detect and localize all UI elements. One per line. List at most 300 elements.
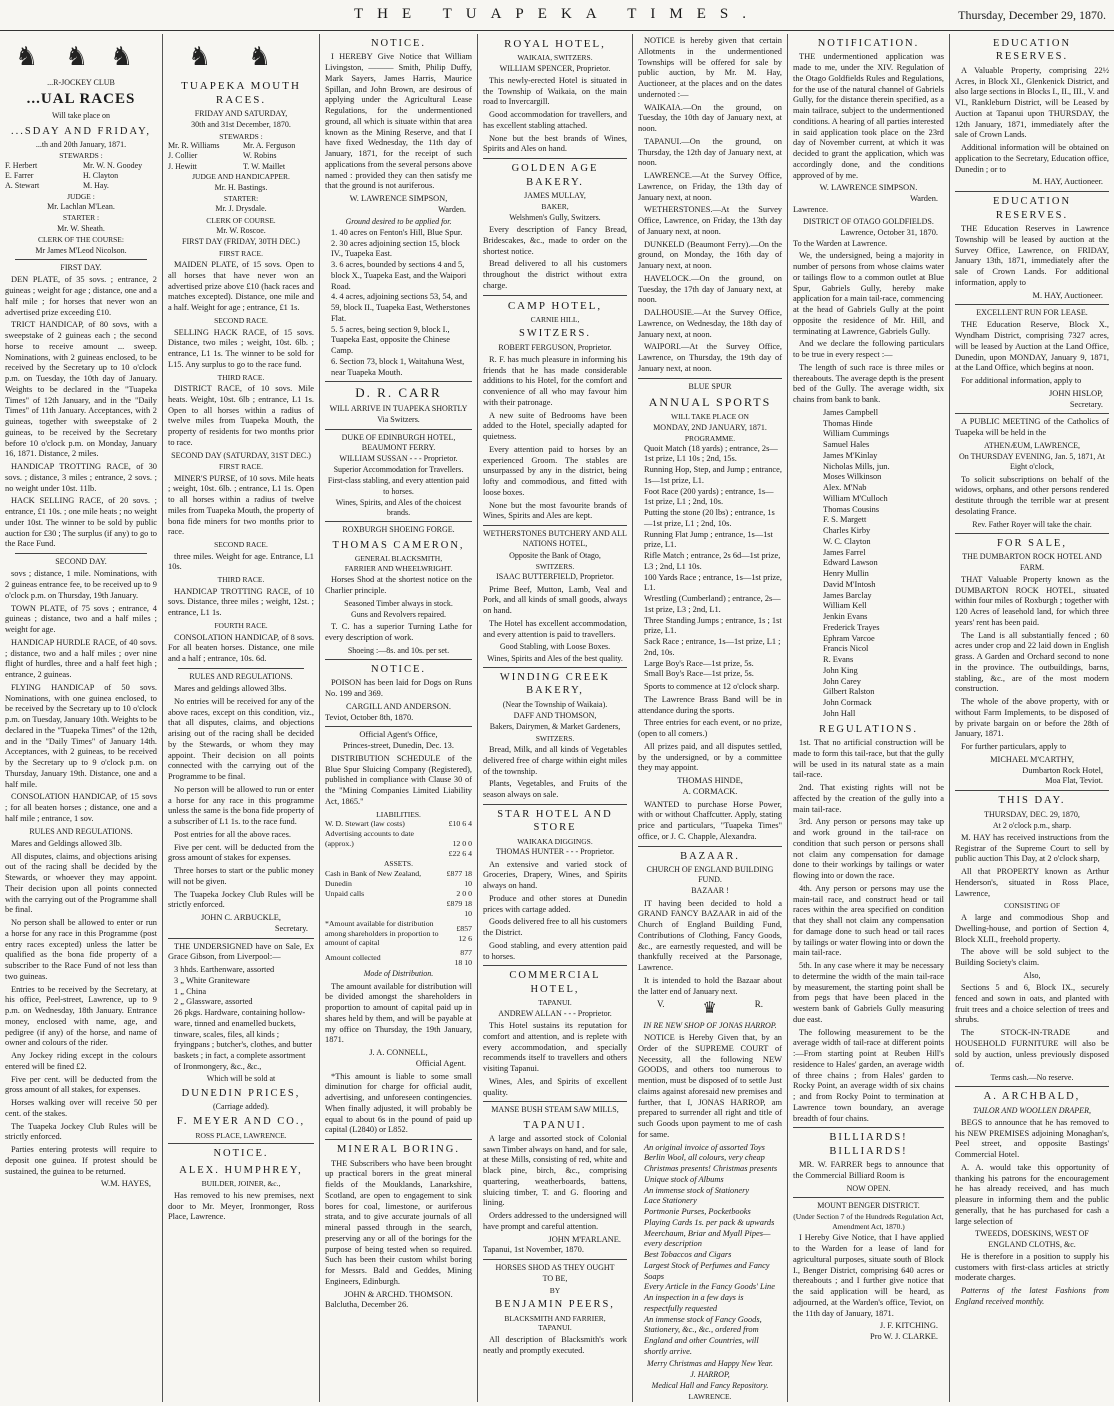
ad-text: THE Subscribers who have been brought up practical borers in the great mineral fields of the Mouklands, Lanarkshire, Scotland, are open to engagement to sink bores for coal, limestone, or auriferous strata, and to give accurate journals of all mineral passed through in the search, preserving any or all of the borings for the purpose of being tested when so required. Such has been their custom whilst boring for Messrs. Bald and Geddes, Mining Engineers, Edinburgh. [325, 1158, 472, 1286]
ad-text: Every description of Fancy Bread, Bridescakes, &c., made to order on the shortest notice. [483, 225, 627, 256]
merchant-trade: BUILDER, JOINER, &c., [201, 1179, 281, 1189]
day-heading: SECOND DAY. [55, 557, 107, 567]
ad-text: WILL TAKE PLACE ON [671, 412, 749, 422]
proprietor: ROBERT FERGUSON, Proprietor. [498, 342, 612, 352]
ad-place: TAPANUI. [538, 1323, 572, 1333]
notice-subheading: (Under Section 7 of the Hundreds Regulation Act, Amendment Act, 1870.) [793, 1212, 944, 1231]
list-item: John Cormack [823, 698, 872, 708]
rule-text: No person will be allowed to run or enter a horse for any race in this programme unless the same is the bona fide property of a subscriber of L1 1s. to the race fund. [168, 784, 314, 827]
ad-text: The STOCK-IN-TRADE and HOUSEHOLD FURNITURE will also be sold by auction, unless previously disposed of. [955, 1028, 1109, 1070]
sale-items [168, 965, 314, 1073]
notice-heading: MOUNT BENGER DISTRICT. [817, 1200, 920, 1210]
signature: MICHAEL M'CARTHY, [990, 754, 1074, 764]
ad-text: To solicit subscriptions on behalf of the widows, orphans, and other persons rendered destitute through the terrible war at present desolating France. [955, 474, 1109, 516]
signature: THOMAS HINDE, [677, 776, 743, 786]
notice-text: Has removed to his new premises, next door to Mr. Meyer, Ironmonger, Ross Place, Lawrence. [168, 1190, 314, 1222]
merchant-trade: BLACKSMITH AND FARRIER, [504, 1313, 606, 1323]
sale-entry: DUNKELD (Beaumont Ferry).—On the ground, on Monday, the 16th day of January next, at noon. [638, 239, 782, 270]
merchant-trade: FARRIER AND WHEELWRIGHT. [344, 563, 453, 573]
ad-text: All description of Blacksmith's work neatly and promptly executed. [483, 1334, 627, 1355]
steward: Mr. W. N. Goodey [83, 160, 143, 170]
merchant-name: JAMES MULLAY, [524, 191, 586, 201]
race-entry: MAIDEN PLATE, of 15 sovs. Open to all horses that have never won an advertised prize above £10 (hack races and matches excepted). Distance, one mile and a half. Weight for age ; entrance, £1 1s. [168, 260, 314, 313]
ad-text: Via Switzers. [377, 415, 420, 425]
ad-text: He is therefore in a position to supply his customers with first-class articles at strictly moderate charges. [955, 1251, 1109, 1283]
table-cell [325, 899, 439, 919]
sale-entry: LAWRENCE.—At the Survey Office, Lawrence, on Friday, the 13th day of January next, at noon. [638, 171, 782, 202]
column-4 [478, 34, 633, 1402]
list-item: 3. 6 acres, bounded by sections 4 and 5, block X., Tuapeka East, and the Waipori Road. [331, 260, 467, 291]
race-logo [5, 36, 157, 76]
notice-text: The length of such race is three miles or thereabouts. The average depth is the present bed of the Gully. The average width, six chains from bank to bank. [793, 362, 944, 405]
signature: W.M. HAYES, [100, 1179, 151, 1189]
list-item: Playing Cards 1s. per pack & upwards [644, 1217, 775, 1227]
steward: Mr. R. Williams [168, 141, 220, 151]
event-date: On THURSDAY EVENING, Jan. 5, 1871, At Eight o'clock, [959, 452, 1105, 472]
race-entry: MINER'S PURSE, of 10 sovs. Mile heats ; weight, 10st. 6lb. ; entrance, L1 1s. Open to all horses within a radius of twelve miles from Tuapeka Mouth, the property of bona fide miners for two months prior to race. [168, 473, 314, 537]
list-item: F. S. Margett [823, 515, 867, 525]
list-item: Putting the stone (20 lbs) ; entrance, 1s —1st prize, L1 ; 2nd, 10s. [644, 508, 775, 528]
ad-text: Guns and Revolvers repaired. [350, 609, 447, 619]
list-item: 100 Yards Race ; entrance, 1s—1st prize, L1. [644, 572, 782, 593]
list-item: Portmonie Purses, Pocketbooks [644, 1207, 751, 1217]
list-item: Sack Race ; entrance, 1s—1st prize, L1 ; 2nd, 10s. [644, 637, 781, 657]
list-item: William Kell [823, 601, 867, 611]
ad-text: BY [549, 1285, 561, 1295]
sale-entry: WAIKAIA.—On the ground, on Tuesday, the 10th day of January next, at noon. [638, 102, 782, 133]
ad-text: Wines, Spirits and Ales of the best quality. [487, 653, 623, 663]
rule-text: The Tuapeka Jockey Club Rules will be strictly enforced. [168, 889, 314, 910]
ad-text: Shoeing :—8s. and 10s. per set. [347, 645, 450, 655]
ad-heading: COMMERCIAL HOTEL, [509, 970, 601, 995]
ad-heading: WINDING CREEK BAKERY, [499, 671, 611, 697]
race-entry: HANDICAP TROTTING RACE, of 30 sovs. ; distance, 3 miles ; entrance, 2 sovs. ; no weight under 10st. 11lb. [5, 462, 157, 493]
signature: JOHN C. ARBUCKLE, [200, 913, 282, 923]
signature-title: Warden. [910, 194, 938, 204]
rules-heading: RULES AND REGULATIONS. [189, 671, 293, 681]
ad-text: Wines, Spirits, and Ales of the choicest brands. [335, 497, 462, 518]
merchant-trade: Bakers, Dairymen, & Market Gardeners, [489, 722, 621, 732]
table-cell: £857 12 6 [456, 923, 472, 943]
proprietor: ISAAC BUTTERFIELD, Proprietor. [496, 572, 614, 582]
list-item: Large Boy's Race—1st prize, 5s. [644, 658, 754, 668]
list-item: Every Article in the Fancy Goods' Line [644, 1282, 775, 1292]
ad-banner: BAZAAR ! [691, 886, 729, 896]
column-5 [633, 34, 788, 1402]
event-time: At 2 o'clock p.m., sharp. [992, 820, 1072, 830]
column-2 [163, 34, 320, 1402]
notice-text: We, the undersigned, being a majority in number of persons from whose claims water or tailings flow to a common outlet at Blue Spur, Gabriels Gully, hereby make application for a main tail-race, commencing at the head of Gabriels Gully at the point opposite the residence of Mr. Hill, and terminating at Lawrence, Gabriels Gully. [793, 251, 944, 336]
regulation-text: 2nd. That existing rights will not be affected by the creation of the gully into a main tail-race. [793, 783, 944, 814]
list-item: James M'Kinlay [823, 450, 878, 460]
list-item: David M'Intosh [823, 579, 876, 589]
merchant-name: A. ARCHBALD, [983, 1091, 1081, 1103]
sale-notice: THE UNDERSIGNED have on Sale, Ex Grace Gibson, from Liverpool:— [168, 941, 314, 962]
table-cell [325, 849, 441, 859]
list-item: An immense stock of Fancy Goods, Stationery, &c., &c., ordered from England and other Countries, will shortly arrive. [644, 1314, 762, 1356]
table-row [325, 869, 472, 889]
steward: Mr. A. Ferguson [243, 141, 296, 151]
list-item: James Campbell [823, 407, 879, 417]
ad-heading: WETHERSTONES BUTCHERY AND ALL NATIONS HOTEL, [483, 529, 627, 549]
ad-text: THAT Valuable Property known as the DUMBARTON ROCK HOTEL, situated within four miles of Roxburgh ; together with 120 Acres of leasehold land, for which three years' rent has been paid. [955, 574, 1109, 627]
race-entry: three miles. Weight for age. Entrance, L1 10s. [168, 551, 314, 572]
ad-place: TAPANUI. [523, 1119, 587, 1131]
event-date: MONDAY, 2ND JANUARY, 1871. [653, 422, 767, 432]
ad-text: Goods delivered free to all his customers the District. [483, 917, 627, 938]
signature-title: Medical Hall and Fancy Repository. [651, 1381, 769, 1391]
rule-text: The Tuapeka Jockey Club Rules will be strictly enforced. [5, 1121, 157, 1142]
horse-icon: ♞ [110, 42, 134, 71]
race-entry: TRICT HANDICAP, of 80 sovs, with a sweepstake of 2 guineas each ; the second horse to receive amount ... sweep. Nominations, with 2 guineas enclosed, to be received by the Secretary up to 10 o'clock p.m. on Tuesday, the 10th day of January. Weights to be declared in the "Tuapeka Times" of 12th January, and in the "Daily Times" of 11th January. Acceptances, with 2 guineas, together with sweepstake of 2 guineas, to be received by the Secretary before 10 o'clock p.m. on Monday, January 16, 1871. Distance, 2 miles. [5, 320, 157, 459]
signature: Pro W. J. CLARKE. [870, 1332, 938, 1342]
table-label: ASSETS. [384, 859, 413, 869]
mode-label: Mode of Distribution. [363, 969, 434, 979]
proprietor: WILLIAM SUSSAN - - - Proprietor. [339, 453, 458, 463]
signature-place: Moa Flat, Teviot. [1045, 776, 1103, 786]
ad-text: Three entries for each event, or no prize, (open to all comers.) [638, 718, 782, 739]
rule-text: Parties entering protests will require to deposit one guinea. If protest should be sustained, the guinea to be returned. [5, 1145, 157, 1176]
ad-heading: DUKE OF EDINBURGH HOTEL, BEAUMONT FERRY. [341, 432, 456, 452]
rule-text: All disputes, claims, and objections arising out of the racing shall be decided by the Stewards, or whoever they may appoint. Their decision upon all points connected with the carrying out of the Programme shall be final. [5, 851, 157, 915]
notice-text: And we declare the following particulars to be true in every respect :— [793, 339, 944, 360]
race-entry: DISTRICT RACE, of 10 sovs. Mile heats. Weight, 10st. 6lb ; entrance, L1 1s. Open to all horses within a radius of twelve miles from Tuapeka Mouth, the property of residents for two months prior to race. [168, 384, 314, 447]
notice-text: NOTICE is hereby given that certain Allotments in the undermentioned Townships will be offered for sale by public auction, by Mr. M. Hay, Auctioneer, at the places and on the dates undernoted :— [638, 36, 782, 99]
crest-letter: V. [656, 999, 665, 1010]
column-1 [0, 34, 163, 1402]
clerk-label: CLERK OF COURSE. [206, 215, 276, 225]
horse-icon: ♞ [15, 42, 39, 71]
ad-place: ATHENÆUM, LAWRENCE, [983, 440, 1081, 450]
ad-text: The above will be sold subject to the Building Society's claim. [955, 947, 1109, 968]
signature: JOHN & ARCHD. THOMSON. [344, 1289, 453, 1299]
ad-banner: TWEEDS, DOESKINS, WEST OF ENGLAND CLOTHS, &c. [975, 1229, 1089, 1249]
ad-text: A Valuable Property, comprising 22½ Acres, in Block XI., Glenkenick District, and also large sections in Blocks I., II., III., V. and VI., Rankleburn District, will be Leased by Auction at Tapanui upon THURSDAY, the 12th January, 1871, immediately after the sale of Crown Lands. [955, 65, 1109, 140]
list-item: William Cummings [823, 429, 889, 439]
table-row [325, 919, 472, 949]
ad-text: Orders addressed to the undersigned will have prompt and careful attention. [483, 1211, 627, 1231]
notice-heading: DISTRICT OF OTAGO GOLDFIELDS. [803, 216, 934, 226]
crown-icon: ♛ [702, 1000, 717, 1018]
ad-text: A new suite of Bedrooms have been added to the Hotel, specially adapted for quietness. [483, 410, 627, 442]
ad-place: WAIKAIA, SWITZERS. [517, 53, 593, 63]
table-cell: *Amount available for distribution among shareholders in proportion to amount of capital [325, 918, 439, 948]
notice-to: To the Warden at Lawrence. [793, 238, 888, 248]
signature: W. LAWRENCE SIMPSON. [819, 183, 918, 193]
table-cell: £22 6 4 [448, 849, 472, 859]
race-entry: CONSOLATION HANDICAP, of 8 sovs. For all beaten horses. Distance, one mile and a half ; entrance, 10s. 6d. [168, 632, 314, 664]
ad-heading: ROYAL HOTEL, [504, 38, 606, 50]
ad-text: THE Education Reserves in Lawrence Township will be leased by auction at the Survey Office, Lawrence, on FRIDAY, January 13th, 1871, immediately after the sale of Crown Lands. For additional information, apply to [955, 224, 1109, 287]
ad-heading: EDUCATION RESERVES. [992, 38, 1072, 63]
office-name: Official Agent's Office, [359, 730, 438, 740]
proprietor: ANDREW ALLAN - - - Proprietor. [498, 1008, 612, 1018]
ad-place: (Near the Township of Waikaia). [502, 699, 608, 709]
ad-text: The Hotel has excellent accommodation, and every attention is paid to travellers. [483, 618, 627, 639]
table-cell: £10 6 4 [448, 819, 472, 829]
steward: F. Herbert [5, 160, 38, 170]
ad-heading: ...UAL RACES [26, 91, 136, 108]
ad-heading: D. R. CARR [355, 385, 442, 401]
table-cell: Cash in Bank of New Zealand, Dunedin [325, 868, 422, 888]
list-item: Foot Race (200 yards) ; entrance, 1s— 1st prize, L1 ; 2nd, 10s. [644, 486, 774, 507]
signature: JOHN M'FARLANE. [548, 1234, 621, 1244]
race-dates: ...th and 20th January, 1871. [35, 140, 127, 150]
notice-heading: NOTIFICATION. [817, 38, 920, 49]
merchant-name: DAFF AND THOMSON, [513, 711, 597, 721]
ad-heading: BILLIARDS! BILLIARDS! [829, 1132, 908, 1157]
list-item: Nicholas Mills, jun. [823, 461, 890, 471]
regulation-text: 4th. Any person or persons may use the main-tail race, and construct head or tail races within the area specified on condition that they shall not claim any compensation for damage done to such head or tail races by tailings or water flowing into or down the main tail-race. [793, 883, 944, 958]
list-item: John Hall [823, 708, 856, 718]
ad-text: M. HAY has received instructions from the Registrar of the Supreme Court to sell by public auction This Day, at 2 o'clock sharp, [955, 832, 1109, 864]
race-label: SECOND RACE. [214, 315, 268, 325]
regulation-text: 5th. In any case where it may be necessary to determine the width of the main tail-race by measurement, the starting point shall be from pegs that have been placed in the western bank of Gabriels Gully measuring due east. [793, 961, 944, 1024]
sale-text: (Carriage added). [213, 1102, 269, 1112]
notice-heading: NOTICE. [213, 1148, 269, 1160]
ad-place: SWITZERS. [535, 561, 575, 571]
rule-text: No person shall be allowed to enter or run a horse for any race in this Programme (post entry races excepted) unless the latter be qualified as the bona fide property of a subscriber to the Race Fund of not less than two guineas. [5, 918, 157, 981]
ad-text: Sections 5 and 6, Block IX., securely fenced and sown in oats, and planted with fruit trees and a choice selection of trees and shrubs. [955, 983, 1109, 1025]
ad-text: Good Stabling, with Loose Boxes. [499, 642, 611, 652]
ad-text: Horses Shod at the shortest notice on the Charlier principle. [325, 575, 472, 595]
footnote: *This amount is liable to some small diminution for charge for official audit, advertising, and unforeseen contingencies. When finally adjusted, it will probably be equal to about 6s in the pound of paid up capital (L2840) or L852. [325, 1071, 472, 1135]
list-item: Christmas presents! Christmas presents [644, 1164, 778, 1174]
list-item: An inspection in a few days is respectfully requested [644, 1293, 744, 1313]
ad-heading: FOR SALE, [997, 537, 1067, 549]
merchant-trade: GENERAL BLACKSMITH, [354, 554, 443, 564]
signature: J. HARROP, [690, 1369, 730, 1379]
signature: M. HAY, Auctioneer. [1032, 177, 1103, 187]
ad-text: First-class stabling, and every attention paid to horses. [327, 476, 470, 496]
ad-text: Seasoned Timber always in stock. [344, 598, 453, 608]
ad-heading: MINERAL BORING. [337, 1144, 460, 1156]
list-item: Best Tobaccos and Cigars [644, 1250, 732, 1260]
judge-label: JUDGE AND HANDICAPPER. [192, 171, 290, 181]
notice-text: POISON has been laid for Dogs on Runs No. 199 and 369. [325, 678, 472, 699]
ad-text: Patterns of the latest Fashions from England received monthly. [955, 1286, 1109, 1306]
race-days: FRIDAY AND SATURDAY, [194, 109, 288, 119]
crest-letter: R. [754, 999, 763, 1010]
ad-heading: EDUCATION RESERVES. [992, 196, 1072, 221]
ad-subheading: THE DUMBARTON ROCK HOTEL AND FARM. [962, 552, 1102, 572]
signature-title: Secretary. [1069, 399, 1103, 409]
race-label: FIRST RACE. [218, 248, 264, 258]
intro-text: Will take place on [51, 111, 111, 121]
starter-label: STARTER : [62, 213, 100, 223]
list-item: Thomas Cousins [823, 504, 880, 514]
rule-text: Five per cent. will be deducted from the gross amount of all stakes, for expenses. [5, 1074, 157, 1095]
ad-text: A PUBLIC MEETING of the Catholics of Tuapeka will be held in the [955, 417, 1109, 438]
regulation-text: 1st. That no artificial construction will be made to form this tail-race, but that the gully will be used in its natural state as a main tail-race. [793, 738, 944, 780]
signature-title: Secretary. [274, 923, 308, 933]
ad-text: Prime Beef, Mutton, Lamb, Veal and Pork, and all kinds of small goods, always on hand. [483, 584, 627, 616]
ad-text: None but the most favourite brands of Wines, Spirits and Ales are kept. [483, 500, 627, 521]
notice-text: I Hereby Give Notice, that I have applied to the Warden for a lease of land for agricultural purposes, situate south of Block I., Benger District, comprising 640 acres or thereabouts ; and I further give notice that the said application will be heard, as adjourned, at the Warden's office, Teviot, on the 11th day of January, 1871. [793, 1233, 944, 1318]
signature: J. F. KITCHING. [879, 1321, 938, 1331]
clerk: Mr. W. Roscoe. [216, 226, 266, 236]
ad-text: This newly-erected Hotel is situated in the Township of Waikaia, on the main road to Invercargill. [483, 75, 627, 107]
race-label: SECOND RACE. [214, 540, 268, 549]
ad-text: All prizes paid, and all disputes settled, by the undersigned, or by a committee they may appoint. [638, 741, 782, 773]
ad-text: NOTICE is Hereby Given that, by an Order of the SUPREME COURT of Necessity, all the following NEW GOODS, and others too numerous to mention, must be disposed of to settle Just claims against aforesaid new premises and further, that I, JONAS HARROP, am prepared to surrender all right and title of such Goods upon payment to me of cash for same. [638, 1033, 782, 1139]
clerk-label: CLERK OF THE COURSE: [38, 235, 124, 245]
notice-heading: NOTICE. [370, 38, 427, 49]
ad-text: Every attention paid to horses by an experienced Groom. The stables are unsurpassed by any in the district, being lofty and commodious, and fitted with loose boxes. [483, 444, 627, 497]
ad-heading: MANSE BUSH STEAM SAW MILLS, [491, 1105, 619, 1115]
table-cell: Amount collected [325, 953, 381, 963]
list-item: 3 hhds. Earthenware, assorted [174, 965, 275, 975]
ad-text: None but the best brands of Wines, Spirits and Ales on hand. [483, 133, 627, 154]
list-item: 1 „ China [174, 986, 207, 996]
programme-list [638, 444, 782, 681]
table-row [325, 948, 472, 968]
assets-table [325, 869, 472, 919]
sale-entry: TAPANUI.—On the ground, on Thursday, the 12th day of January next, at noon. [638, 136, 782, 168]
ad-place: Opposite the Bank of Otago, [509, 550, 601, 560]
horse-icon: ♞ [248, 42, 272, 71]
day-heading: SECOND DAY (SATURDAY, 31ST DEC.) [171, 450, 311, 460]
ad-text: Produce and other stores at Dunedin prices with cartage added. [483, 893, 627, 914]
merchant-trade: TAILOR AND WOOLLEN DRAPER, [973, 1105, 1091, 1115]
ad-place: Welshmen's Gully, Switzers. [509, 212, 601, 222]
rule-text: Mares and geldings allowed 3lbs. [174, 684, 287, 694]
ad-place: SWITZERS. [519, 328, 591, 340]
list-item: Jenkin Evans [823, 612, 868, 622]
ad-heading: TUAPEKA MOUTH RACES. [181, 80, 301, 107]
list-item: An original invoice of assorted Toys [644, 1142, 765, 1152]
starter: Mr. J. Drysdale. [215, 204, 267, 214]
regulations-heading: REGULATIONS. [819, 723, 918, 735]
notice-text: THE undermentioned application was made to me, under the XIV. Regulation of the Otago Goldfields Rules and Regulations, for the use of the natural channel of Gabriels Gully, for the distance therein specified, as a main tailrace, subject to the undermentioned conditions. A hearing of all parties interested in said application took place on the 23rd day of November current, at which it was decided to grant the application, which was accordingly done, and the conditions approved of by me. [793, 52, 944, 180]
list-item: 3 „ White Graniteware [174, 975, 250, 985]
table-row [325, 899, 472, 919]
race-entry: HANDICAP TROTTING RACE, of 10 sovs. Distance, three miles ; weight, 12st. ; entrance, L1 1s. [168, 586, 314, 618]
merchant-name: F. MEYER AND CO., [176, 1116, 306, 1128]
ad-text: A large and commodious Shop and Dwelling-house, and portion of Section 4, Block XLII., freehold property. [955, 913, 1109, 944]
issue-date: Thursday, December 29, 1870. [958, 8, 1106, 22]
steward: E. Farrer [5, 171, 34, 181]
judge: Mr. Lachlan M'Lean. [47, 202, 115, 212]
stewards-list [5, 161, 157, 192]
list-item: Charles Kirby [823, 526, 871, 536]
list-item: 2 „ Glassware, assorted [174, 997, 253, 1007]
ad-heading: ROXBURGH SHOEING FORGE. [342, 525, 455, 535]
royal-crest [638, 999, 782, 1019]
applicant-list [793, 408, 944, 720]
masthead [0, 0, 1114, 31]
ad-text: This Hotel sustains its reputation for comfort and attention, and is replete with every accommodation, and specially recommends itself to travellers and others visiting Tapanui. [483, 1021, 627, 1074]
list-item: Francis Nicol [823, 644, 869, 654]
ad-heading: EXCELLENT RUN FOR LEASE. [976, 308, 1088, 318]
day-heading: FIRST DAY. [60, 263, 102, 273]
signature-title: Official Agent. [415, 1058, 466, 1068]
club-name: ...R-JOCKEY CLUB [47, 78, 115, 87]
race-label: THIRD RACE. [217, 575, 265, 585]
merchant-name: ALEX. HUMPHREY, [179, 1164, 303, 1176]
list-item: Berlin Wool, all colours, very cheap [644, 1153, 765, 1163]
sale-entry: HAVELOCK.—On the ground, on Tuesday, the 17th day of January next, at noon. [638, 273, 782, 305]
list-item: Gilbert Ralston [823, 687, 875, 697]
table-cell: £877 18 10 [446, 868, 472, 888]
ad-text: R. F. has much pleasure in informing his friends that he has made considerable additions to his Hotel, for the comfort and convenience of all who may favour him with their patronage. [483, 354, 627, 407]
ad-text: Wines, Ales, and Spirits of excellent quality. [483, 1076, 627, 1097]
ad-text: Bread, Milk, and all kinds of Vegetables delivered free of charge within eight miles of the township. [483, 745, 627, 776]
list-item: R. Evans [823, 655, 854, 665]
list-item: Wrestling (Cumberland) ; entrance, 2s— 1st prize, L3 ; 2nd, L1. [644, 594, 781, 614]
ad-heading: BLUE SPUR [688, 381, 732, 391]
table-label: LIABILITIES. [376, 809, 421, 819]
stewards-list [168, 141, 314, 172]
ad-text: IT having been decided to hold a GRAND FANCY BAZAAR in aid of the Church of England Building Fund, Contributions of Clothing, Fancy Goods, &c., are earnestly requested, and will be thankfully received at the Parsonage, Lawrence. [638, 898, 782, 973]
ad-text: Rev. Father Royer will take the chair. [972, 519, 1092, 529]
sale-prices: DUNEDIN PRICES, [181, 1087, 301, 1099]
column-7 [950, 34, 1114, 1402]
list-item: 26 pkgs. Hardware, containing hollow-ware, tinned and enamelled buckets, tinware, scales, files, all kinds ; fryingpans ; butcher's, clothes, and butter baskets ; in fact, a complete assortment of Ironmongery, &c., &c., [174, 1008, 313, 1071]
starter: Mr. W. Sheath. [57, 224, 105, 234]
ad-text: Plants, Vegetables, and Fruits of the season always on sale. [483, 779, 627, 800]
ad-place: CARNIE HILL, [530, 314, 580, 324]
merchant-place: ROSS PLACE, LAWRENCE. [195, 1130, 287, 1140]
table-cell: 12 0 0 [452, 839, 472, 849]
ad-text: For further particulars, apply to [961, 742, 1067, 752]
signature: M. HAY, Auctioneer. [1032, 290, 1103, 300]
stewards-label: STEWARDS : [59, 151, 103, 161]
ad-text: WILL ARRIVE IN TUAPEKA SHORTLY [329, 404, 468, 414]
list-item: James Barclay [823, 590, 872, 600]
clerk: Mr James M'Leod Nicolson. [35, 245, 127, 255]
ad-text: It is intended to hold the Bazaar about the latter end of January next. [638, 975, 782, 996]
signature-place: Dumbarton Rock Hotel, [1022, 765, 1103, 775]
notice-heading: NOTICE. [370, 663, 427, 675]
list-item: 5. 5 acres, being section 9, block I., Tuapeka East, opposite the Chinese Camp. [331, 324, 451, 356]
ad-heading: GOLDEN AGE BAKERY. [511, 163, 599, 188]
list-item: Alex. M'Nab [823, 483, 867, 493]
ad-text: BEGS to announce that he has removed to his NEW PREMISES adjoining Monaghan's, Peel street, and opposite Bastings' Commercial Hotel. [955, 1117, 1109, 1160]
ad-text: MR. W. FARRER begs to announce that the Commercial Billiard Room is [793, 1160, 944, 1180]
rule-text: Five per cent. will be deducted from the gross amount of stakes for expenses. [168, 842, 314, 863]
list-item: Running Flat Jump ; entrance, 1s—1st prize, L1. [644, 529, 773, 550]
race-label: FIRST RACE. [218, 461, 264, 471]
table-cell: Unpaid calls [325, 888, 365, 898]
notice-place: Lawrence. [793, 204, 829, 214]
judge: Mr. H. Bastings. [214, 182, 268, 192]
stewards-label: STEWARDS : [219, 131, 263, 141]
ground-list [325, 228, 472, 379]
steward: A. Stewart [5, 181, 40, 191]
table-cell: 877 18 10 [454, 948, 472, 968]
race-label: FOURTH RACE. [214, 620, 268, 630]
ad-heading: IN RE NEW SHOP OF JONAS HARROP. [643, 1020, 777, 1030]
list-item: John Carey [823, 676, 861, 686]
signature-title: Warden. [438, 204, 466, 214]
signature: JOHN HISLOP, [1049, 388, 1103, 398]
ad-place: WAIKAKA DIGGINGS. [517, 836, 593, 846]
greeting: Merry Christmas and Happy New Year. [647, 1358, 773, 1368]
list-item: Edward Lawson [823, 558, 878, 568]
ad-text: Terms cash.—No reserve. [990, 1073, 1074, 1083]
steward: M. Hay. [83, 181, 109, 191]
rule-text: Any Jockey riding except in the colours entered will be fined £2. [5, 1051, 157, 1071]
race-label: THIRD RACE. [217, 372, 265, 382]
ad-heading: STAR HOTEL AND STORE [497, 808, 613, 834]
list-item: Largest Stock of Perfumes and Fancy Soaps [644, 1260, 770, 1281]
race-entry: DEN PLATE, of 35 sovs. ; entrance, 2 guineas ; weight for age ; distance, one and a half mile ; for horses that never won an advertised prize exceeding £10. [5, 275, 157, 317]
list-item: Unique stock of Albums [644, 1174, 724, 1184]
column-3 [320, 34, 478, 1402]
proprietor: THOMAS HUNTER - - - Proprietor. [495, 847, 615, 857]
ad-heading: BAZAAR. [680, 850, 740, 862]
